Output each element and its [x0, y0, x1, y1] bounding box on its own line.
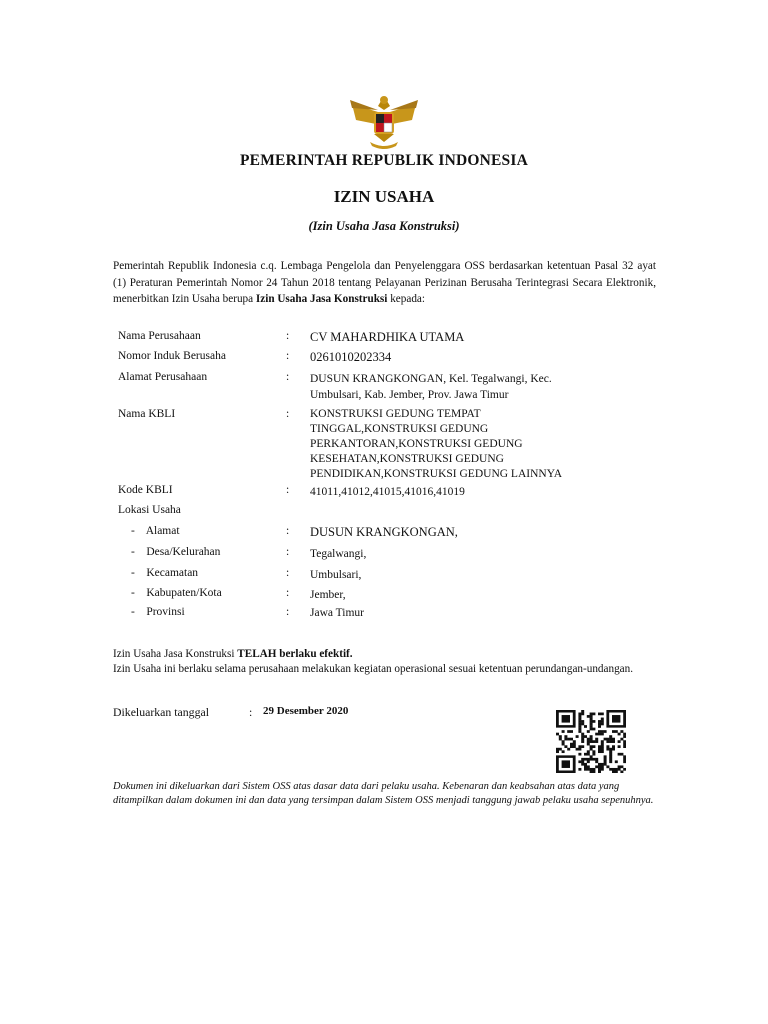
validity-statement: Izin Usaha ini berlaku selama perusahaan melakukan kegiatan operasional sesuai ketentuan perundangan-undangan.	[113, 662, 634, 675]
kbli-code-value: 41011,41012,41015,41016,41019	[310, 486, 465, 498]
issued-date-label: Dikeluarkan tanggal	[113, 705, 209, 719]
kbli-name-value	[310, 407, 562, 482]
validity-note	[113, 647, 656, 676]
kbli-line: PENDIDIKAN,KONSTRUKSI GEDUNG LAINNYA	[310, 468, 563, 480]
kbli-code-label: Kode KBLI	[118, 484, 173, 496]
kbli-name-label: Nama KBLI	[118, 408, 176, 420]
garuda-emblem-icon	[348, 90, 420, 152]
colon: :	[286, 371, 290, 383]
issued-date-value: 29 Desember 2020	[263, 705, 349, 717]
effective-statement: Izin Usaha Jasa Konstruksi TELAH berlaku efektif.	[113, 648, 353, 660]
colon: :	[286, 408, 290, 420]
qr-code-icon	[556, 710, 626, 773]
footer-disclaimer: Dokumen ini dikeluarkan dari Sistem OSS atas dasar data dari pelaku usaha. Kebenaran dan keabsahan atas data yang ditampilkan dalam dokumen ini dan data yang tersimpan dalam Sistem OSS menjadi tanggung jawab pelaku usaha sepenuhnya.	[113, 781, 654, 806]
document-subtitle: (Izin Usaha Jasa Konstruksi)	[308, 219, 460, 233]
colon: :	[286, 587, 290, 599]
location-district-label: - Kecamatan	[131, 567, 199, 579]
company-name-label: Nama Perusahaan	[118, 330, 201, 342]
address-label: Alamat Perusahaan	[118, 371, 208, 383]
colon: :	[286, 484, 290, 496]
location-district-value: Umbulsari,	[310, 569, 362, 581]
location-regency-value: Jember,	[310, 589, 346, 601]
kbli-line: KONSTRUKSI GEDUNG TEMPAT	[310, 408, 481, 420]
company-name-value: CV MAHARDHIKA UTAMA	[310, 330, 465, 344]
kbli-line: TINGGAL,KONSTRUKSI GEDUNG	[310, 423, 489, 435]
intro-paragraph: Pemerintah Republik Indonesia c.q. Lembaga Pengelola dan Penyelenggara OSS berdasarkan ketentuan Pasal 32 ayat (1) Peraturan Pemerintah Nomor 24 Tahun 2018 tentang Pelayanan Perizinan Berusaha Terintegrasi Secara Elektronik, menerbitkan Izin Usaha berupa Izin Usaha Jasa Konstruksi kepada:	[113, 260, 656, 305]
kbli-line: PERKANTORAN,KONSTRUKSI GEDUNG	[310, 438, 523, 450]
document-title: IZIN USAHA	[333, 187, 435, 206]
location-regency-label: - Kabupaten/Kota	[131, 587, 222, 599]
colon: :	[286, 567, 290, 579]
location-province-value: Jawa Timur	[310, 607, 364, 619]
kbli-line: KESEHATAN,KONSTRUKSI GEDUNG	[310, 453, 504, 465]
government-heading: PEMERINTAH REPUBLIK INDONESIA	[240, 152, 528, 169]
address-line: DUSUN KRANGKONGAN, Kel. Tegalwangi, Kec.	[310, 373, 552, 385]
location-village-value: Tegalwangi,	[310, 548, 367, 560]
colon: :	[249, 705, 253, 719]
location-village-label: - Desa/Kelurahan	[131, 546, 221, 558]
location-province-label: - Provinsi	[131, 606, 185, 618]
location-address-value: DUSUN KRANGKONGAN,	[310, 525, 458, 539]
location-address-label: - Alamat	[131, 525, 180, 537]
address-line: Umbulsari, Kab. Jember, Prov. Jawa Timur	[310, 389, 509, 401]
address-value	[310, 371, 552, 403]
business-location-label: Lokasi Usaha	[118, 504, 181, 516]
colon: :	[286, 330, 290, 342]
colon: :	[286, 546, 290, 558]
colon: :	[286, 350, 290, 362]
colon: :	[286, 525, 290, 537]
colon: :	[286, 606, 290, 618]
nib-label: Nomor Induk Berusaha	[118, 350, 226, 362]
nib-value: 0261010202334	[310, 350, 392, 364]
